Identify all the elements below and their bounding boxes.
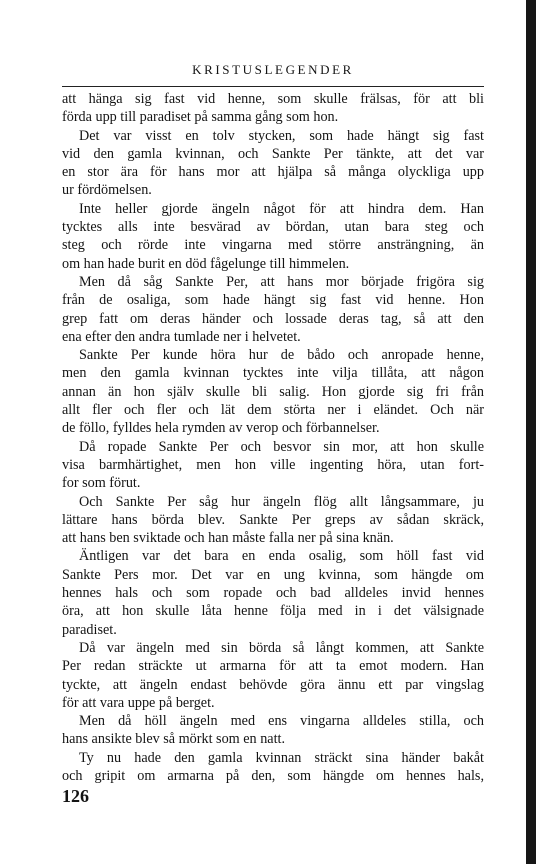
text-line: hennes hals och som ropade och bad alldeles invid hennes xyxy=(62,585,484,602)
paragraph-first-line: Ty nu hade den gamla kvinnan sträckt sina händer bakåt xyxy=(79,749,484,766)
paragraph-first-line: Det var visst en tolv stycken, som hade hängt sig fast xyxy=(79,127,484,144)
body-text xyxy=(62,90,484,785)
text-line: och gripit om armarna på den, som hängde om hennes hals, xyxy=(62,767,484,784)
page-edge-shadow xyxy=(526,0,536,864)
text-line: for som förut. xyxy=(62,475,141,492)
paragraph-first-line: Och Sankte Per såg hur ängeln flög allt långsammare, ju xyxy=(79,493,484,510)
text-line: att hänga sig fast vid henne, som skulle frälsas, för att bli xyxy=(62,91,484,107)
text-line: paradiset. xyxy=(62,621,117,638)
running-head: KRISTUSLEGENDER xyxy=(192,62,354,77)
text-line: från de osaliga, som hade hängt sig fast vid henne. Hon xyxy=(62,292,484,309)
header-rule xyxy=(62,86,484,87)
paragraph-first-line: Äntligen var det bara en enda osalig, som höll fast vid xyxy=(79,548,484,565)
paragraph-first-line: Men då höll ängeln med ens vingarna alldeles stilla, och xyxy=(79,713,484,730)
text-line: steg och rörde inte vingarna med större ansträngning, än xyxy=(62,237,484,254)
text-line: de föllo, fylldes hela rymden av verop och förbannelser. xyxy=(62,420,380,437)
paragraph-first-line: Inte heller gjorde ängeln något för att hindra dem. Han xyxy=(79,200,484,217)
text-line: ur fördömelsen. xyxy=(62,182,152,199)
text-line: att hans ben sviktade och han måste falla ner på sina knän. xyxy=(62,530,394,547)
text-line: om han hade burit en död fågelunge till himmelen. xyxy=(62,255,350,272)
text-line: visa barmhärtighet, men hon ville ingenting höra, utan fort- xyxy=(62,456,484,473)
text-line: öra, att hon skulle låta henne följa med in i det välsignade xyxy=(62,603,484,620)
paragraph-first-line: Men då såg Sankte Per, att hans mor började frigöra sig xyxy=(79,273,484,290)
page-number: 126 xyxy=(62,786,89,806)
text-line: för att vara uppe på berget. xyxy=(62,694,215,711)
paragraph-first-line: Sankte Per kunde höra hur de bådo och anropade henne, xyxy=(79,347,484,364)
text-line: lättare hans börda blev. Sankte Per greps av sådan skräck, xyxy=(62,511,484,528)
text-line: Per redan sträckte ut armarna för att ta emot modern. Han xyxy=(62,658,484,675)
paragraph-first-line: Då ropade Sankte Per och besvor sin mor, att hon skulle xyxy=(79,438,484,455)
text-line: vid den gamla kvinnan, och Sankte Per tänkte, att det var xyxy=(62,145,484,162)
text-line: en stor ära för hans mor att hjälpa så många olyckliga upp xyxy=(62,164,484,181)
text-line: allt fler och fler och lät dem störta ner i eländet. Och när xyxy=(62,402,484,419)
text-line: tyckte, att ängeln endast behövde göra ännu ett par vingslag xyxy=(62,676,484,693)
text-line: hans ansikte blev så mörkt som en natt. xyxy=(62,731,286,748)
text-line: Sankte Pers mor. Det var en ung kvinna, som hängde om xyxy=(62,566,484,583)
text-line: grep fatt om deras händer och lossade deras tag, så att den xyxy=(62,310,484,327)
text-line: förda upp till paradiset på samma gång som hon. xyxy=(62,109,339,126)
text-line: annan än hon själv skulle bli salig. Hon gjorde sig fri från xyxy=(62,383,484,400)
text-line: tycktes alls inte besvärad av bördan, utan bara steg och xyxy=(62,219,484,236)
text-line: ena efter den andra tumlade ner i helvetet. xyxy=(62,328,301,345)
text-line: men den gamla kvinnan tycktes inte vilja tillåta, att någon xyxy=(62,365,484,382)
paragraph-first-line: Då var ängeln med sin börda så långt kommen, att Sankte xyxy=(79,639,484,656)
